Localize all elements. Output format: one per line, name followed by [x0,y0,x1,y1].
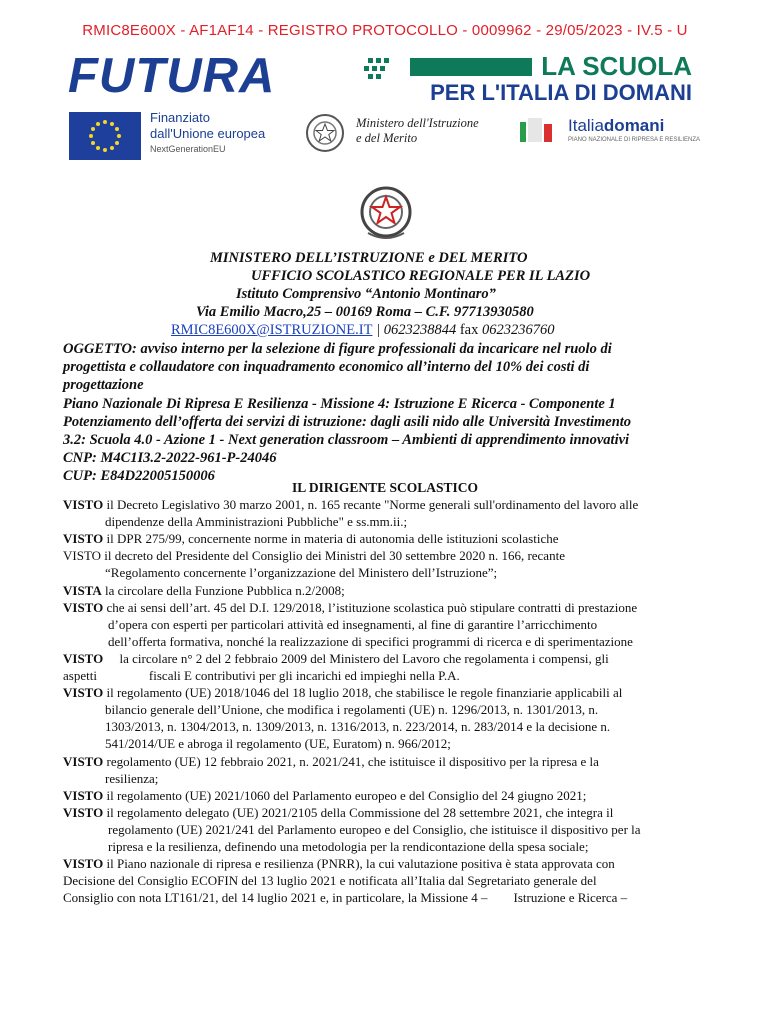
body-line [63,685,622,701]
body-line [63,548,565,564]
body-line [105,514,407,530]
visto-keyword: VISTO [63,787,104,803]
body-line [63,600,637,616]
subject-line: OGGETTO: avviso interno per la selezione di figure professionali da incaricare nel ruolo di [63,341,612,357]
body-line-text: la circolare della Funzione Pubblica n.2/2008; [101,582,345,598]
body-line [63,856,615,872]
italia-flag-icon [518,118,562,142]
body-line-text: il regolamento delegato (UE) 2021/2105 della Commissione del 28 settembre 2021, che integra il [103,804,614,820]
subject-line: Piano Nazionale Di Ripresa E Resilienza - Missione 4: Istruzione E Ricerca - Componente 1 [63,395,616,412]
body-line-text: il Decreto Legislativo 30 marzo 2001, n. 165 recante "Norme generali sull'ordinamento del lavoro alle [103,497,639,512]
header-istituto: Istituto Comprensivo “Antonio Montinaro” [236,286,496,302]
body-line [63,890,627,906]
subject-line: progettazione [63,377,144,394]
body-line-text: dell’offerta formativa, nonché la realizzazione di specifici programmi di ricerca e di sperimentazione [108,633,633,649]
futura-logo: FUTURA [68,49,276,103]
body-line [63,531,558,547]
ministero-logo-text [356,116,479,146]
body-line-text: che ai sensi dell’art. 45 del D.I. 129/2018, l’istituzione scolastica può stipulare contratti di prestazione [103,599,638,615]
ministero-line1: Ministero dell'Istruzione [356,116,479,130]
protocol-stamp: RMIC8E600X - AF1AF14 - REGISTRO PROTOCOLLO - 0009962 - 29/05/2023 - IV.5 - U [82,22,688,39]
italian-emblem-icon [304,112,346,154]
ministero-line2: e del Merito [356,131,418,145]
subject-line: CUP: E84D22005150006 [63,468,215,485]
visto-keyword: VISTO [63,650,104,666]
header-contacts [171,322,554,339]
body-line [108,822,641,838]
subject-line: CNP: M4C1I3.2-2022-961-P-24046 [63,450,277,467]
visto-keyword: VISTO [63,685,104,701]
body-line-text: aspetti fiscali E contributivi per gli incarichi ed impieghi nella P.A. [63,668,460,683]
body-line-text: il DPR 275/99, concernente norme in materia di autonomia delle istituzioni scolastiche [103,531,559,547]
header-ministero: MINISTERO DELL’ISTRUZIONE e DEL MERITO [210,250,528,266]
body-line-text: bilancio generale dell’Unione, che modifica i regolamenti (UE) n. 1296/2013, n. 1301/2013, n. [105,702,599,718]
body-line [63,668,460,684]
italia-domani-sub: PIANO NAZIONALE DI RIPRESA E RESILIENZA [568,137,701,143]
visto-keyword: VISTO [63,856,104,872]
body-line-text: la circolare n° 2 del 2 febbraio 2009 del Ministero del Lavoro che regolamenta i compensi, gli [103,650,609,666]
body-line-text: VISTO il decreto del Presidente del Consiglio dei Ministri del 30 settembre 2020 n. 166, recante [63,548,565,564]
separator: | [372,322,381,338]
body-line [105,719,610,735]
la-scuola-logo [372,51,692,107]
phone-number: 0623238844 [380,322,457,338]
body-line [63,754,599,770]
body-line-text: regolamento (UE) 12 febbraio 2021, n. 2021/241, che istituisce il dispositivo per la ripresa e la [103,753,599,769]
subject-line: progettista e collaudatore con inquadramento economico all’interno del 10% dei costi di [63,359,590,376]
visto-keyword: VISTO [63,497,104,512]
italia-a: Italia [568,116,604,135]
eu-line1: Finanziato [150,110,210,125]
eu-line2: dall'Unione europea [150,126,266,141]
body-line [63,497,638,513]
subject-line: Potenziamento dell’offerta dei servizi di istruzione: dagli asili nido alle Università Investimento [63,413,632,430]
eu-line3: NextGenerationEU [150,144,226,154]
body-line-text: d’opera con esperti per particolari attività ed insegnamenti, al fine di garantire l’arricchimento [108,616,598,632]
fax-label: fax [456,322,479,338]
body-line [105,702,598,718]
body-line [105,565,497,581]
eu-flag-icon [69,112,141,160]
body-line-text: il Piano nazionale di ripresa e resilienza (PNRR), la cui valutazione positiva è stata approvata con [103,856,615,872]
italia-domani-logo [568,116,664,136]
body-line [108,617,597,633]
eu-funding-text [150,110,265,154]
email-link[interactable]: RMIC8E600X@ISTRUZIONE.IT [171,322,373,338]
body-line-text: “Regolamento concernente l’organizzazione del Ministero dell’Istruzione”; [105,565,498,581]
body-line-text: 1303/2013, n. 1304/2013, n. 1309/2013, n. 1316/2013, n. 223/2014, n. 283/2014 e la decisione n. [105,719,611,735]
la-scuola-line2: PER L'ITALIA DI DOMANI [430,80,692,105]
fax-number: 0623236760 [478,322,555,338]
visto-keyword: VISTO [63,804,104,820]
body-line [108,839,588,855]
header-usr: UFFICIO SCOLASTICO REGIONALE PER IL LAZIO [251,268,591,284]
visto-keyword: VISTO [63,599,104,615]
body-line-text: dipendenze della Amministrazioni Pubbliche" e ss.mm.ii.; [105,514,408,530]
body-line-text: ripresa e la resilienza, definendo una metodologia per la rendicontazione della spesa sociale; [108,839,589,854]
body-line [63,873,597,889]
italia-b: domani [603,116,665,135]
body-line [105,771,158,787]
header-address: Via Emilio Macro,25 – 00169 Roma – C.F. 97713930580 [196,304,534,320]
body-line-text: Decisione del Consiglio ECOFIN del 13 luglio 2021 e notificata all’Italia dal Segretariato generale del [63,873,597,889]
body-line [108,634,633,650]
body-line [63,805,613,821]
subject-line: 3.2: Scuola 4.0 - Azione 1 - Next generation classroom – Ambienti di apprendimento innovativi [63,432,630,448]
body-line [63,583,345,599]
visto-keyword: VISTA [63,582,102,598]
body-line-text: 541/2014/UE e abroga il regolamento (UE, Euratom) n. 966/2012; [105,736,451,752]
body-line-text: il regolamento (UE) 2018/1046 del 18 luglio 2018, che stabilisce le regole finanziarie applicabili al [103,685,623,701]
visto-keyword: VISTO [63,753,104,769]
body-line-text: resilienza; [105,770,159,786]
visto-keyword: VISTO [63,531,104,547]
body-line [63,651,609,667]
la-scuola-line1: LA SCUOLA [541,51,692,81]
republic-emblem-icon [358,185,414,243]
body-line [105,736,451,752]
body-line [63,788,586,804]
body-line-text: regolamento (UE) 2021/241 del Parlamento europeo e del Consiglio, che istituisce il dispositivo per la [108,821,641,837]
body-line-text: Consiglio con nota LT161/21, del 14 luglio 2021 e, in particolare, la Missione 4 – Istruzione e Ricerca – [63,890,628,906]
body-line-text: il regolamento (UE) 2021/1060 del Parlamento europeo e del Consiglio del 24 giugno 2021; [103,787,587,803]
section-title: IL DIRIGENTE SCOLASTICO [291,480,479,495]
